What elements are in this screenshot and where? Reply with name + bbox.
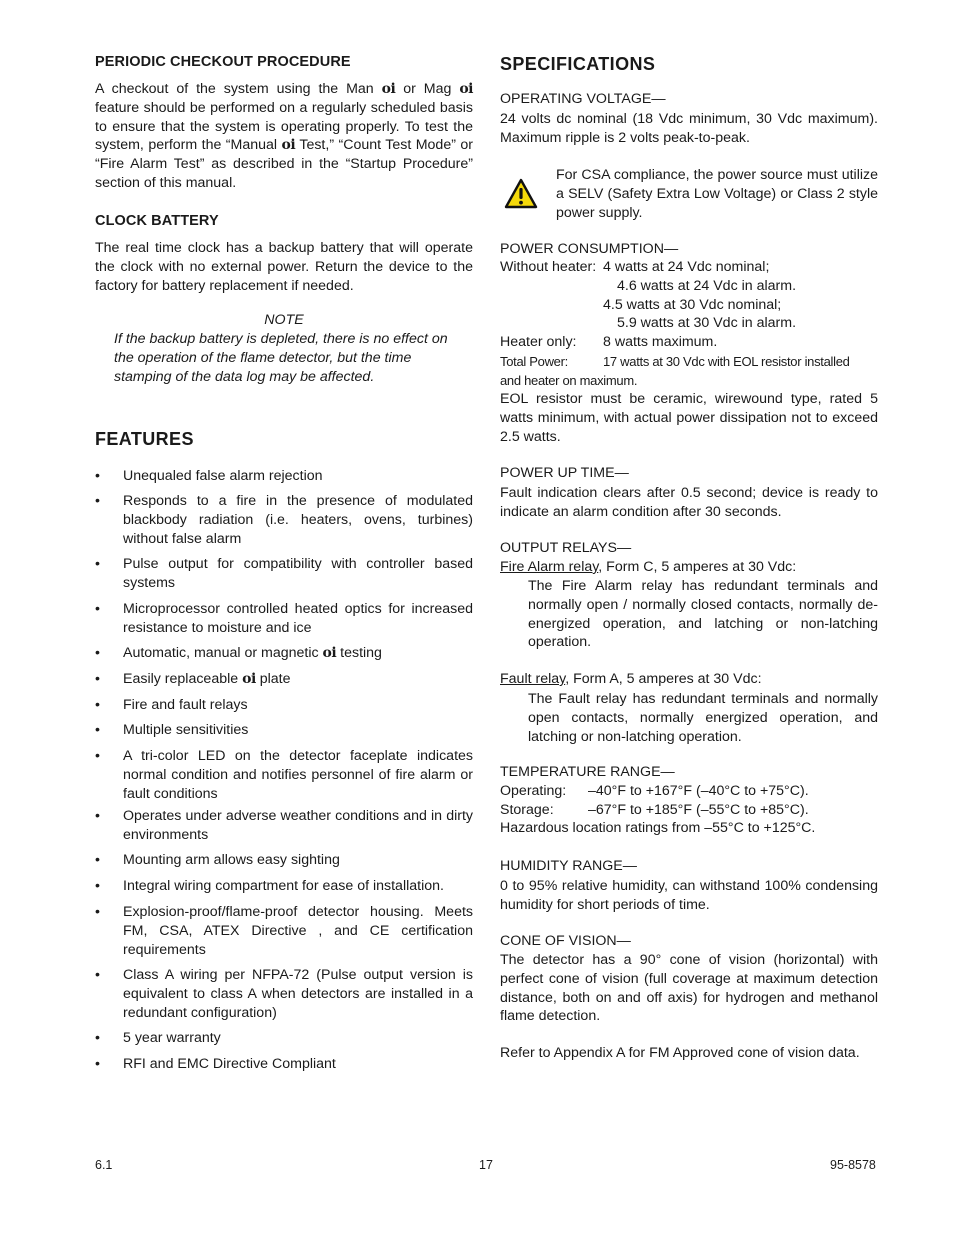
list-item: • Mounting arm allows easy sighting [95,852,340,868]
csa-note: For CSA compliance, the power source must utilize a SELV (Safety Extra Low Voltage) or Class 2 style power supply. [556,167,878,221]
features-heading: FEATURES [95,429,194,449]
periodic-text-2: or Mag [403,81,452,97]
fire-relay-body: The Fire Alarm relay has redundant terminals and normally open / normally closed contacts, normally de-energized operation, and latching or non-latching operation. [528,578,878,651]
total-value: 17 watts at 30 Vdc with EOL resistor installed [603,354,850,369]
fire-relay-rating: , Form C, 5 amperes at 30 Vdc: [598,559,797,575]
note-label: NOTE [264,312,304,328]
list-item: • Unequaled false alarm rejection [95,468,323,484]
periodic-text-1: A checkout of the system using the Man [95,81,374,97]
specifications-heading: SPECIFICATIONS [500,54,656,74]
total-cont: and heater on maximum. [500,373,638,388]
list-item: • Class A wiring per NFPA-72 (Pulse output version is equivalent to class A when detectors are installed in a redundant configuration) [95,967,473,1021]
footer-page-number: 17 [479,1158,493,1172]
list-item: • RFI and EMC Directive Compliant [95,1056,336,1072]
heater-label: Heater only: [500,334,577,350]
list-item: • Fire and fault relays [95,697,248,713]
oi-symbol: oi [281,137,296,154]
oi-symbol: oi [381,81,396,97]
fault-relay-body: The Fault relay has redundant terminals and normally open contacts, normally energized operation, and latching or non-latching operation. [528,691,878,745]
list-item: • Integral wiring compartment for ease of installation. [95,878,444,894]
humidity-body: 0 to 95% relative humidity, can withstand 100% condensing humidity for short periods of time. [500,878,878,913]
cone-body: The detector has a 90° cone of vision (horizontal) with perfect cone of vision (full coverage at maximum detection distance, both on and off axis) for hydrogen and methanol flame detection. [500,952,878,1025]
periodic-body [95,80,473,193]
list-item: • Multiple sensitivities [95,722,249,738]
clock-heading: CLOCK BATTERY [95,213,219,229]
power-w3: 4.5 watts at 30 Vdc nominal; [603,297,782,313]
list-item: • 5 year warranty [95,1030,221,1046]
fault-relay-line [500,671,762,687]
fire-relay-name: Fire Alarm relay [500,559,599,575]
footer-doc-number: 95-8578 [830,1158,876,1172]
list-item: • A tri-color LED on the detector faceplate indicates normal condition and notifies personnel of fire alarm or fault conditions [95,748,473,802]
clock-body: The real time clock has a backup battery that will operate the clock with no external power. Return the device to the factory for battery replacement if needed. [95,240,473,294]
hazardous-rating: Hazardous location ratings from –55°C to +125°C. [500,820,816,836]
power-without-label: Without heater: [500,259,597,275]
operating-value: –40°F to +167°F (–40°C to +75°C). [588,783,809,799]
eol-text: EOL resistor must be ceramic, wirewound type, rated 5 watts minimum, with actual power dissipation not to exceed 2.5 watts. [500,391,878,445]
cone-refer: Refer to Appendix A for FM Approved cone of vision data. [500,1045,860,1061]
powerup-body: Fault indication clears after 0.5 second; device is ready to indicate an alarm condition after 30 seconds. [500,485,878,520]
power-w2: 4.6 watts at 24 Vdc in alarm. [617,278,797,294]
power-label: POWER CONSUMPTION— [500,241,679,257]
oi-symbol: oi [459,81,473,97]
power-w1: 4 watts at 24 Vdc nominal; [603,259,770,275]
humidity-label: HUMIDITY RANGE— [500,858,637,874]
voltage-label: OPERATING VOLTAGE— [500,91,666,107]
list-item: • Automatic, manual or magnetic oi testing [95,645,382,661]
power-w4: 5.9 watts at 30 Vdc in alarm. [617,315,797,331]
list-item: • Responds to a fire in the presence of modulated blackbody radiation (i.e. heaters, ovens, turbines) without false alarm [95,493,473,547]
fault-relay-name: Fault relay [500,671,566,687]
relays-label: OUTPUT RELAYS— [500,540,632,556]
oi-symbol: oi [322,645,337,661]
list-item: • Easily replaceable oi plate [95,671,291,687]
voltage-body: 24 volts dc nominal (18 Vdc minimum, 30 Vdc maximum). Maximum ripple is 2 volts peak-to-peak. [500,111,878,146]
operating-label: Operating: [500,783,567,799]
list-item: • Operates under adverse weather conditions and in dirty environments [95,808,473,843]
list-item: • Pulse output for compatibility with controller based systems [95,556,473,591]
storage-label: Storage: [500,802,554,818]
oi-symbol: oi [242,671,256,687]
periodic-text-4: Test,” “Count Test Mode” or “Fire Alarm Test” as described in the “Startup Procedure” section of this manual. [95,137,473,191]
periodic-text-3: feature should be performed on a regularly scheduled basis to ensure that the system is operating properly. To test the system, perform the “Manual [95,99,473,154]
heater-value: 8 watts maximum. [603,334,718,350]
cone-label: CONE OF VISION— [500,933,631,949]
temperature-label: TEMPERATURE RANGE— [500,764,675,780]
footer-version: 6.1 [95,1158,113,1172]
warning-icon [504,178,538,210]
list-item: • Microprocessor controlled heated optics for increased resistance to moisture and ice [95,601,473,636]
list-item: • Explosion-proof/flame-proof detector housing. Meets FM, CSA, ATEX Directive , and CE certification requirements [95,904,473,958]
note-body: If the backup battery is depleted, there is no effect on the operation of the flame detector, but the time stamping of the data log may be affected. [114,331,448,385]
powerup-label: POWER UP TIME— [500,465,629,481]
total-label: Total Power: [500,354,568,369]
fault-relay-rating: , Form A, 5 amperes at 30 Vdc: [565,671,762,687]
storage-value: –67°F to +185°F (–55°C to +85°C). [588,802,809,818]
fire-relay-line [500,559,796,575]
periodic-heading: PERIODIC CHECKOUT PROCEDURE [95,54,351,70]
